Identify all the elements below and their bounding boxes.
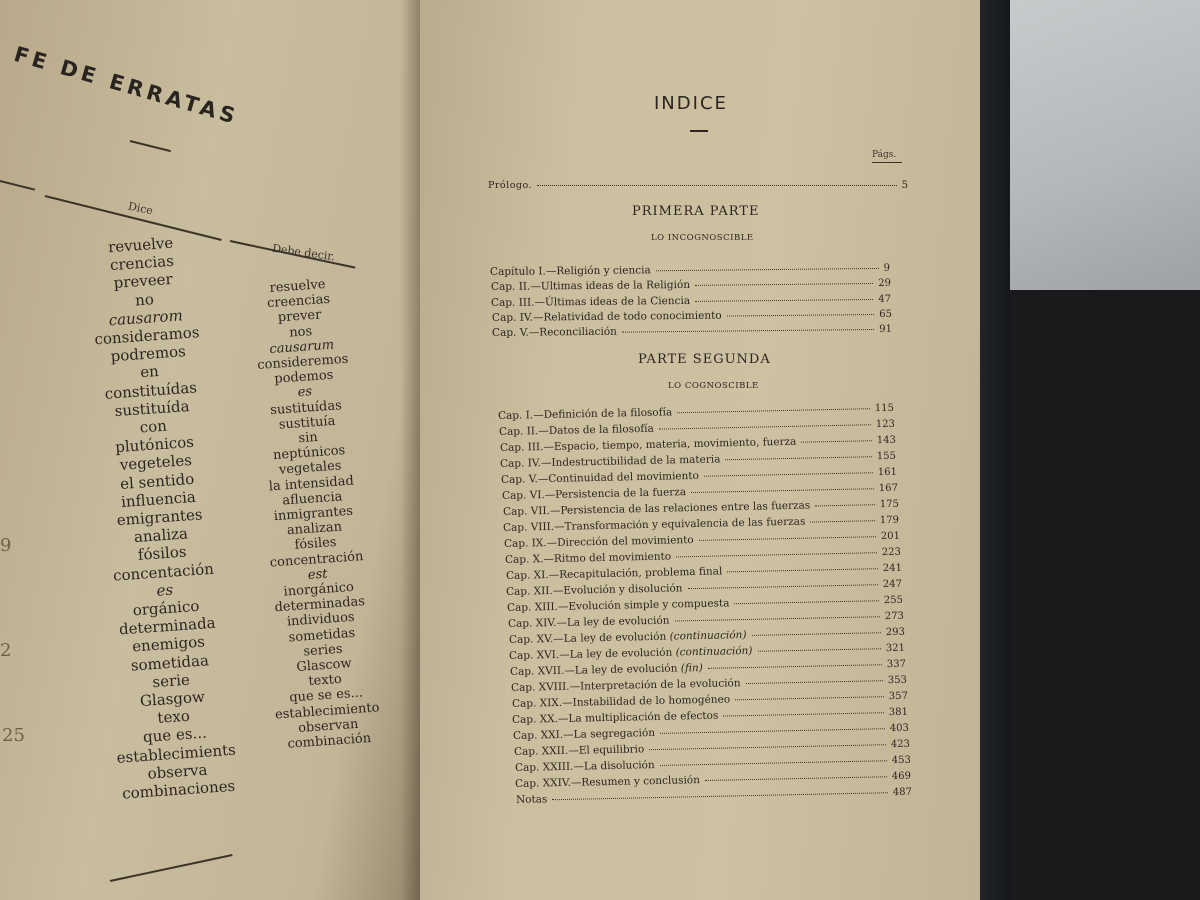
toc-leader-dots	[815, 503, 875, 506]
errata-word: analiza	[133, 524, 189, 547]
column-header-debe: Debe decir.	[271, 241, 336, 264]
toc-leader-dots	[734, 599, 878, 604]
margin-number: 2	[0, 640, 12, 661]
toc-leader-dots	[674, 615, 879, 621]
errata-word: consideremos	[256, 351, 349, 373]
toc-entry	[490, 262, 890, 278]
toc-entry-label: Cap. XIII.—Evolución simple y compuesta	[506, 597, 730, 614]
toc-leader-dots	[745, 679, 882, 684]
toc-entry-label: Cap. III.—Espacio, tiempo, materia, movimiento, fuerza	[499, 435, 796, 454]
toc-entry-page: 247	[882, 578, 903, 591]
bottom-rule	[110, 854, 233, 881]
toc-entry-page: 487	[892, 786, 913, 799]
errata-word: emigrantes	[116, 505, 204, 530]
toc-leader-dots	[705, 775, 887, 781]
title-underline	[130, 140, 171, 152]
errata-word: observa	[146, 760, 208, 783]
errata-word: el sentido	[119, 469, 195, 493]
toc-leader-dots	[704, 471, 873, 477]
toc-entry-label: Cap. V.—Reconciliación	[492, 325, 618, 340]
toc-entry-page: 357	[888, 690, 908, 703]
index-title-dash	[690, 130, 708, 132]
errata-word: influencia	[120, 487, 197, 511]
errata-word: es	[155, 580, 174, 600]
toc-entry-page: 143	[876, 434, 896, 447]
toc-entry-page: 469	[891, 770, 912, 783]
toc-entry-page: 293	[885, 626, 905, 639]
toc-entry-page: 423	[890, 738, 910, 751]
part-two-subtitle: LO COGNOSCIBLE	[668, 381, 759, 391]
errata-word: que se es...	[288, 685, 364, 707]
toc-entry-label: Cap. XVII.—La ley de evolución (fin)	[509, 661, 703, 678]
toc-leader-dots	[695, 298, 873, 302]
toc-entry-page: 353	[887, 674, 907, 687]
toc-entry-label: Cap. IX.—Dirección del movimiento	[503, 534, 694, 550]
errata-word: que es...	[142, 724, 208, 747]
toc-entry-label: Prólogo.	[488, 180, 533, 191]
toc-entry-label: Cap. XX.—La multiplicación de efectos	[512, 709, 719, 726]
left-page-errata	[0, 0, 430, 900]
errata-word: neptúnicos	[272, 443, 346, 464]
errata-word: series	[302, 641, 343, 660]
toc-entry-page: 321	[885, 642, 906, 655]
toc-entry-label: Cap. XIX.—Instabilidad de lo homogéneo	[511, 693, 730, 710]
toc-leader-dots	[659, 759, 886, 766]
toc-leader-dots	[695, 282, 873, 286]
errata-word: fósiles	[294, 535, 338, 554]
pages-column-rule	[872, 162, 902, 163]
header-rule-left	[0, 180, 35, 190]
errata-word: determinadas	[274, 594, 366, 616]
toc-entry-label: Cap. XXI.—La segregación	[512, 727, 656, 742]
errata-word: plutónicos	[114, 433, 195, 457]
margin-number: 25	[2, 725, 25, 746]
errata-word: vegetales	[278, 458, 342, 479]
toc-entry-prologo	[488, 180, 908, 191]
index-title: INDICE	[654, 93, 728, 114]
errata-word: la intensidad	[268, 473, 355, 495]
errata-word: podremos	[110, 342, 187, 366]
errata-word: resuelve	[269, 277, 326, 296]
errata-word: texto	[307, 672, 343, 690]
part-two-title: PARTE SEGUNDA	[638, 352, 771, 367]
toc-entry	[492, 323, 892, 339]
toc-leader-dots	[537, 184, 897, 186]
toc-leader-dots	[699, 535, 876, 541]
errata-word: sin	[298, 429, 319, 447]
toc-entry-label: Cap. VIII.—Transformación y equivalencia de las fuerzas	[503, 515, 806, 534]
toc-leader-dots	[801, 439, 872, 442]
toc-leader-dots	[735, 695, 884, 700]
toc-leader-dots	[688, 583, 878, 589]
errata-word: combinación	[287, 731, 372, 752]
toc-entry-label: Cap. I.—Definición de la filosofía	[497, 406, 673, 422]
errata-title: FE DE ERRATAS	[11, 42, 242, 130]
toc-leader-dots	[622, 328, 874, 333]
errata-word: enemigos	[131, 632, 206, 656]
errata-word: sometidas	[288, 625, 356, 646]
errata-word: prever	[277, 307, 322, 326]
errata-word: podemos	[273, 367, 334, 388]
errata-word: constituídas	[104, 378, 198, 403]
errata-word: creencias	[266, 291, 331, 312]
errata-word: vegeteles	[119, 451, 193, 475]
toc-entry-label: Cap. XIV.—La ley de evolución	[507, 614, 670, 630]
errata-word: sometidaa	[130, 650, 210, 675]
pages-column-label: Págs.	[872, 150, 897, 160]
toc-entry-page: 241	[882, 562, 902, 575]
toc-leader-dots	[649, 743, 886, 750]
errata-word: est	[307, 566, 328, 583]
toc-entry-page: 5	[901, 180, 908, 191]
toc-entry-label: Notas	[515, 793, 548, 806]
toc-entry-page: 65	[878, 308, 892, 320]
errata-word: Glasgow	[139, 687, 206, 711]
toc-entry-page: 337	[886, 658, 907, 671]
errata-word: serie	[151, 670, 191, 692]
toc-entry-page: 175	[879, 498, 899, 511]
toc-leader-dots	[552, 791, 887, 800]
toc-leader-dots	[727, 567, 878, 572]
toc-leader-dots	[677, 407, 870, 413]
toc-entry-page: 91	[879, 323, 893, 336]
errata-word: preveer	[113, 270, 174, 293]
toc-entry-page: 255	[883, 594, 904, 607]
errata-word: nos	[288, 323, 313, 341]
toc-entry-page: 273	[884, 610, 904, 623]
toc-entry-italic: (continuación)	[675, 644, 753, 659]
errata-word: causarum	[268, 337, 335, 357]
debe-column	[238, 275, 389, 753]
errata-word: sustituídas	[269, 397, 343, 418]
toc-entry	[491, 292, 891, 308]
toc-entry-label: Cap. XXIII.—La disolución	[514, 759, 655, 774]
errata-word: sustituída	[114, 396, 191, 420]
toc-leader-dots	[659, 423, 871, 429]
errata-word: sustituía	[278, 413, 336, 433]
toc-entry-label: Cap. XVIII.—Interpretación de la evolución	[510, 677, 741, 694]
toc-entry-page: 381	[888, 706, 909, 719]
toc-leader-dots	[811, 519, 875, 522]
toc-entry-label: Cap. II.—Datos de la filosofía	[498, 422, 654, 438]
errata-word: afluencia	[281, 489, 343, 509]
errata-word: determinada	[118, 613, 217, 639]
toc-entry-italic: (continuación)	[669, 629, 747, 643]
errata-word: en	[139, 362, 160, 382]
toc-entry-label: Cap. X.—Ritmo del movimiento	[504, 550, 671, 566]
column-header-dice: Dice	[126, 199, 155, 218]
toc-leader-dots	[758, 647, 881, 652]
errata-word: consideramos	[93, 323, 201, 349]
toc-leader-dots	[724, 711, 885, 716]
toc-leader-dots	[708, 663, 882, 669]
toc-entry-page: 123	[875, 418, 895, 431]
errata-word: no	[134, 289, 155, 310]
errata-word: con	[139, 416, 168, 437]
toc-leader-dots	[726, 313, 874, 317]
toc-entry-page: 115	[874, 402, 895, 415]
toc-entry-label: Cap. IV.—Relatividad de todo conocimiento	[491, 309, 722, 324]
toc-entry-label: Cap. IV.—Indestructibilidad de la materia	[500, 453, 721, 470]
toc-entry	[516, 786, 912, 806]
toc-entry-page: 179	[879, 514, 900, 527]
toc-leader-dots	[726, 455, 872, 460]
toc-entry-page: 403	[889, 722, 910, 735]
errata-word: revuelve	[107, 233, 174, 257]
toc-entry-label: Cap. XV.—La ley de evolución (continuación)	[508, 629, 747, 646]
errata-word: Glascow	[295, 656, 353, 676]
errata-word: analizan	[286, 519, 343, 539]
errata-word: fósilos	[137, 543, 188, 565]
errata-word: establecimients	[116, 740, 237, 767]
errata-word: observan	[297, 716, 359, 736]
toc-entry-page: 29	[877, 278, 891, 290]
toc-entry-page: 155	[876, 450, 897, 463]
toc-entry-label: Cap. VI.—Persistencia de la fuerza	[501, 486, 686, 502]
errata-word: causarom	[108, 306, 184, 330]
toc-entry-label: Cap. XXIV.—Resumen y conclusión	[515, 774, 701, 790]
toc-entry-page: 167	[878, 482, 898, 495]
errata-word: orgánico	[132, 596, 200, 620]
toc-leader-dots	[691, 487, 874, 493]
toc-entry-page: 201	[880, 530, 901, 543]
toc-entry-label: Cap. III.—Últimas ideas de la Ciencia	[491, 294, 691, 309]
errata-word: establecimiento	[274, 700, 380, 723]
toc-entry-page: 9	[883, 262, 891, 274]
toc-leader-dots	[656, 267, 879, 271]
errata-word: individuos	[286, 610, 356, 630]
dice-column	[80, 232, 239, 803]
toc-entry-label: Cap. XI.—Recapitulación, problema final	[505, 565, 722, 582]
toc-entry-label: Capítulo I.—Religión y ciencia	[489, 264, 651, 278]
errata-word: combinaciones	[121, 776, 236, 803]
toc-entry-label: Cap. XVI.—La ley de evolución (continuación)	[509, 644, 753, 662]
toc-entry-label: Cap. V.—Continuidad del movimiento	[500, 469, 700, 486]
toc-leader-dots	[751, 631, 880, 636]
toc-entry-page: 161	[877, 466, 898, 479]
errata-word: crencias	[109, 251, 175, 275]
toc-entry-italic: (fin)	[680, 661, 703, 675]
toc-entry-label: Cap. XXII.—El equilibrio	[513, 743, 645, 758]
errata-word: inorgánico	[283, 579, 355, 600]
errata-word: concentación	[112, 559, 215, 585]
toc-leader-dots	[660, 727, 885, 734]
toc-entry-page: 223	[881, 546, 901, 559]
toc-leader-dots	[676, 551, 877, 557]
part-one-title: PRIMERA PARTE	[632, 204, 760, 219]
part-one-subtitle: LO INCOGNOSCIBLE	[651, 233, 754, 243]
right-page-index	[420, 0, 980, 900]
errata-word: texo	[156, 706, 191, 728]
errata-word: concentración	[269, 548, 364, 571]
toc-entry	[491, 277, 891, 293]
errata-word: inmigrantes	[273, 503, 354, 525]
toc-entry-page: 453	[891, 754, 911, 767]
margin-number: 9	[0, 535, 12, 556]
errata-word: es	[297, 384, 313, 401]
toc-entry-label: Cap. VII.—Persistencia de las relaciones entre las fuerzas	[502, 499, 810, 518]
toc-entry	[492, 308, 892, 324]
toc-entry-label: Cap. II.—Ultimas ideas de la Religión	[490, 279, 690, 294]
toc-entry-page: 47	[878, 293, 892, 305]
toc-entry-label: Cap. XII.—Evolución y disolución	[506, 582, 683, 598]
